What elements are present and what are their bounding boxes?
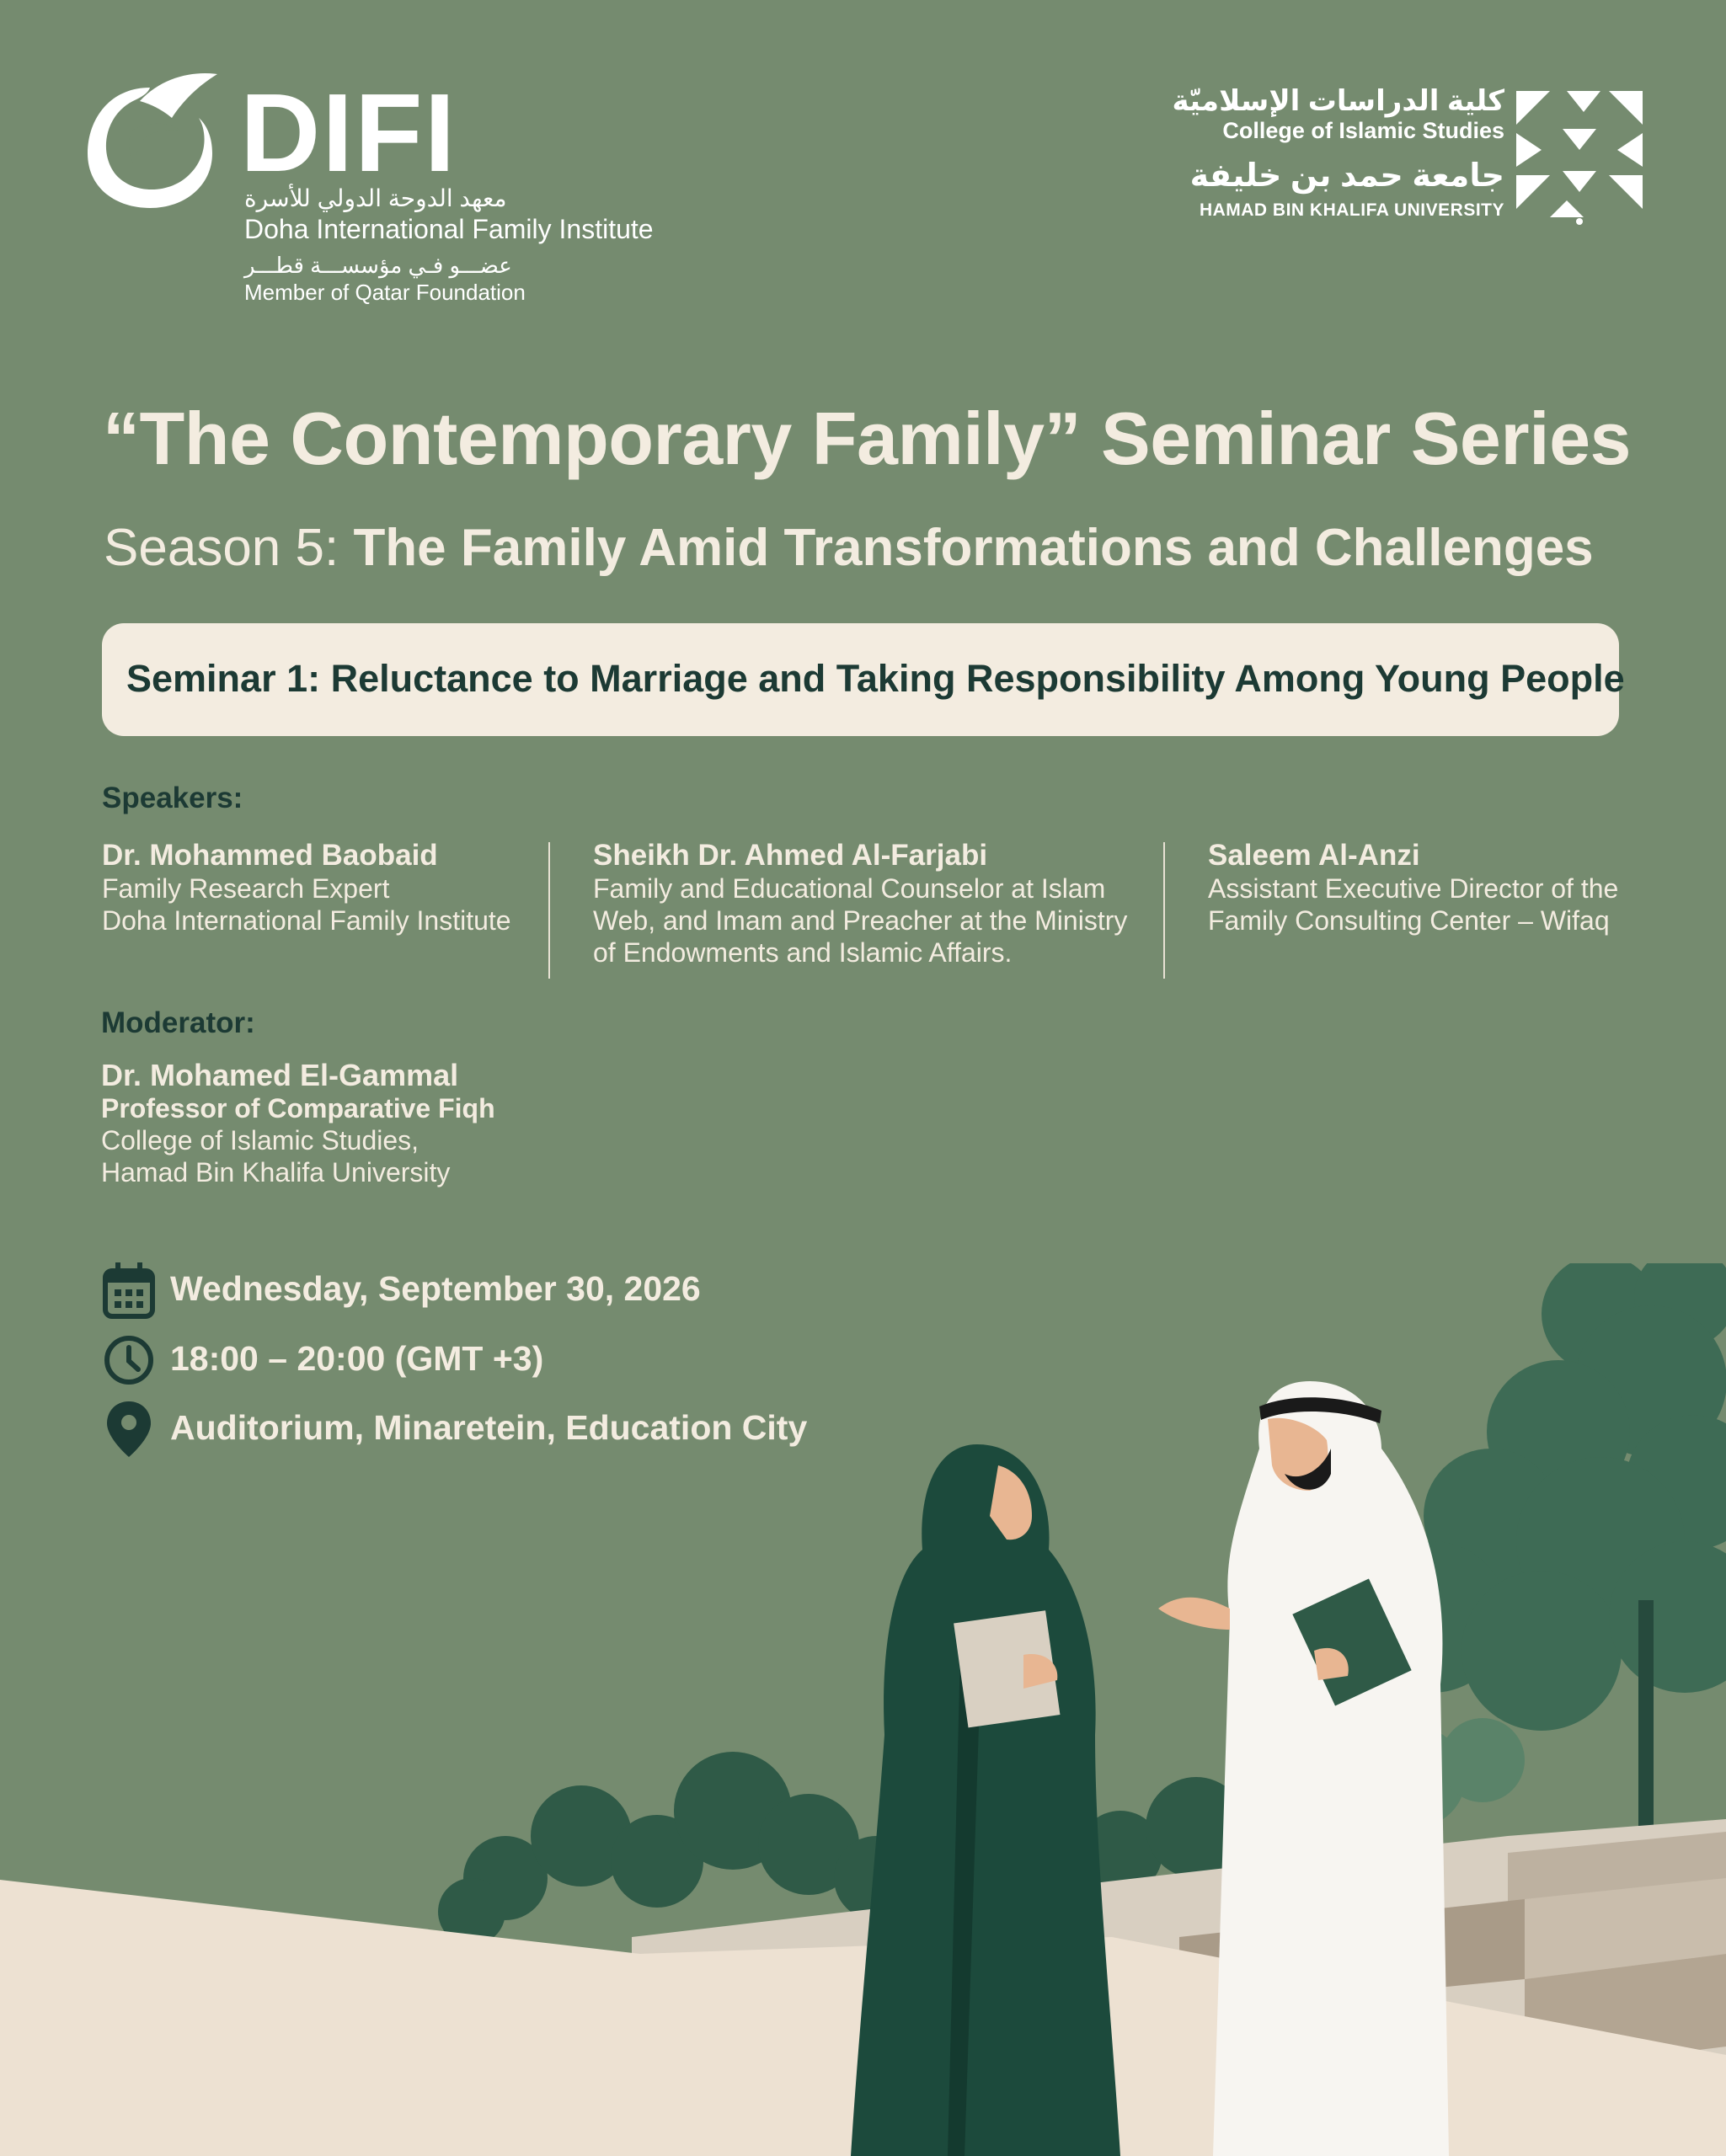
woman-figure-illustration [851,1444,1120,2156]
location-pin-icon [103,1400,155,1459]
speaker-card [1208,839,1618,937]
season-line [104,518,1594,578]
season-title: The Family Amid Transformations and Challenges [353,519,1594,577]
illustration-scene [0,1263,1726,2156]
hbku-logo [1172,84,1643,236]
difi-member-english: Member of Qatar Foundation [244,280,526,305]
calendar-icon [103,1261,155,1320]
difi-wordmark: DIFI [240,71,457,195]
event-venue: Auditorium, Minaretein, Education City [170,1408,808,1447]
moderator-affiliation: College of Islamic Studies, Hamad Bin Khalifa University [101,1125,451,1187]
speaker-card [593,839,1127,969]
season-prefix: Season 5: [104,519,354,577]
event-date: Wednesday, September 30, 2026 [170,1269,701,1308]
hbku-university-english: HAMAD BIN KHALIFA UNIVERSITY [1199,200,1504,220]
speakers-label: Speakers: [102,782,243,814]
difi-member-arabic: عضـــو فـي مؤسســـة قطـــر [244,253,512,278]
clock-icon [103,1331,155,1390]
hbku-college-arabic: كلية الدراسات الإسلاميّة [1172,85,1504,117]
event-time: 18:00 – 20:00 (GMT +3) [170,1339,544,1378]
difi-emblem-icon [84,69,219,212]
speaker-divider [548,842,550,979]
speaker-role: Assistant Executive Director of the Family Consulting Center – Wifaq [1208,873,1619,936]
speaker-name: Saleem Al-Anzi [1208,839,1420,872]
difi-name-arabic: معهد الدوحة الدولي للأسرة [244,185,507,211]
moderator-card [101,1059,495,1188]
speaker-role: Family and Educational Counselor at Islam Web, and Imam and Preacher at the Ministry of Endowments and Islamic Affairs. [593,873,1128,968]
moderator-name: Dr. Mohamed El-Gammal [101,1058,459,1092]
hbku-college-english: College of Islamic Studies [1222,118,1504,143]
speaker-role: Family Research Expert Doha International Family Institute [102,873,511,936]
moderator-title: Professor of Comparative Fiqh [101,1093,495,1123]
hbku-emblem-icon [1516,91,1643,226]
seminar-title: Seminar 1: Reluctance to Marriage and Taking Responsibility Among Young People [126,657,1625,700]
speaker-name: Sheikh Dr. Ahmed Al-Farjabi [593,839,988,872]
speaker-name: Dr. Mohammed Baobaid [102,839,438,872]
hbku-university-arabic: جامعة حمد بن خليفة [1189,158,1504,194]
speaker-divider [1163,842,1165,979]
speaker-card [102,839,511,937]
series-title: “The Contemporary Family” Seminar Series [103,397,1631,480]
difi-name-english: Doha International Family Institute [244,214,654,244]
seminar-banner [102,623,1625,736]
moderator-label: Moderator: [101,1006,255,1039]
